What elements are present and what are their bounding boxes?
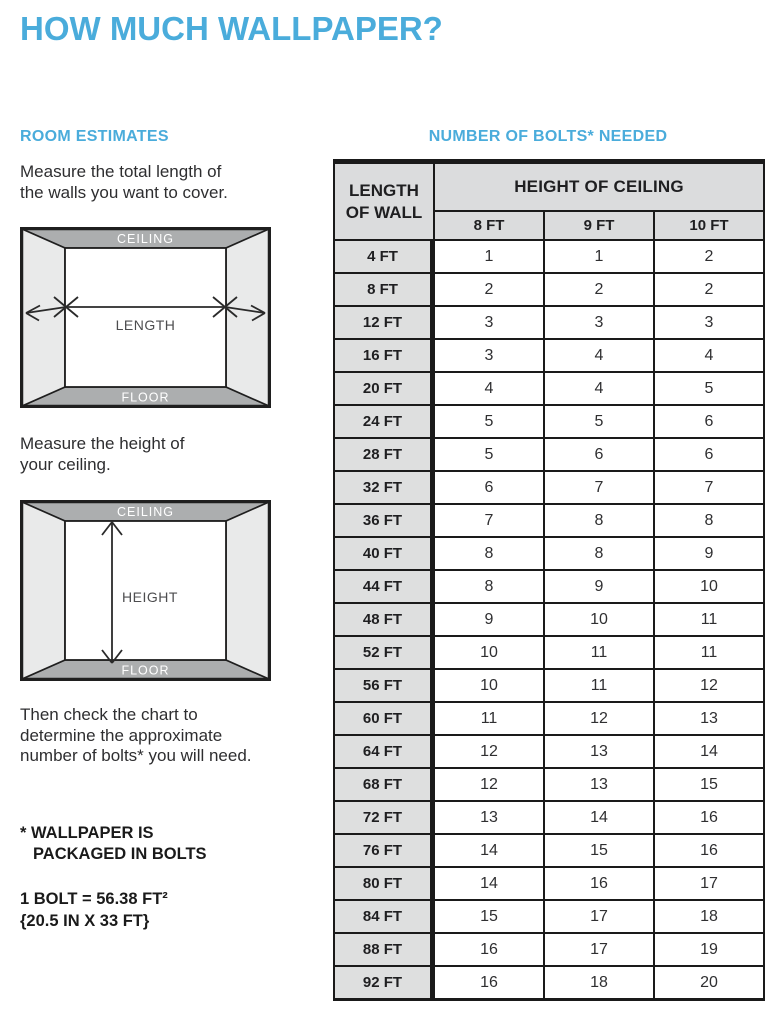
bolts-value-cell: 4 [655,340,765,373]
bolts-value-cell: 15 [545,835,655,868]
bolts-value-cell: 13 [655,703,765,736]
bolts-value-cell: 10 [655,571,765,604]
bolts-value-cell: 5 [545,406,655,439]
table-row [335,670,765,703]
wall-length-cell: 44 FT [335,571,435,604]
room-estimates-section [20,128,320,932]
bolts-value-cell: 2 [655,274,765,307]
wall-length-cell: 28 FT [335,439,435,472]
bolts-value-cell: 11 [545,637,655,670]
bolts-value-cell: 15 [655,769,765,802]
wall-length-cell: 32 FT [335,472,435,505]
bolts-value-cell: 18 [655,901,765,934]
height-of-ceiling-header: HEIGHT OF CEILING [435,164,765,212]
bolts-value-cell: 4 [545,373,655,406]
bolts-value-cell: 9 [655,538,765,571]
table-row [335,868,765,901]
bolts-value-cell: 12 [655,670,765,703]
bolts-value-cell: 17 [545,934,655,967]
bolts-value-cell: 20 [655,967,765,1001]
bolts-value-cell: 4 [545,340,655,373]
length-label: LENGTH [115,317,176,334]
page-title: HOW MUCH WALLPAPER? [20,10,443,47]
measure-height-text: Measure the height of your ceiling. [20,434,185,475]
bolts-value-cell: 16 [655,835,765,868]
table-header-row-1 [335,164,765,212]
bolts-value-cell: 12 [545,703,655,736]
bolts-value-cell: 5 [655,373,765,406]
bolts-value-cell: 5 [435,439,545,472]
bolts-value-cell: 1 [545,241,655,274]
wall-length-cell: 68 FT [335,769,435,802]
bolts-value-cell: 2 [545,274,655,307]
bolts-value-cell: 10 [435,670,545,703]
wall-length-cell: 36 FT [335,505,435,538]
bolts-value-cell: 6 [435,472,545,505]
wall-length-cell: 24 FT [335,406,435,439]
bolts-value-cell: 11 [655,604,765,637]
bolts-value-cell: 16 [435,967,545,1001]
bolts-table [333,159,765,1001]
bolts-table-body [335,241,765,1001]
bolts-value-cell: 1 [435,241,545,274]
wallpaper-bolts-footnote: * WALLPAPER IS PACKAGED IN BOLTS [20,824,207,864]
table-row [335,769,765,802]
bolts-value-cell: 13 [545,736,655,769]
table-row [335,703,765,736]
left-wall [22,502,65,679]
wall-length-cell: 40 FT [335,538,435,571]
bolts-value-cell: 14 [545,802,655,835]
bolts-value-cell: 12 [435,769,545,802]
bolts-value-cell: 3 [655,307,765,340]
wall-length-cell: 4 FT [335,241,435,274]
bolts-value-cell: 13 [435,802,545,835]
table-row [335,637,765,670]
bolts-value-cell: 9 [545,571,655,604]
col-header-10ft: 10 FT [655,212,765,241]
wall-length-cell: 92 FT [335,967,435,1001]
bolts-value-cell: 11 [435,703,545,736]
bolts-value-cell: 14 [435,835,545,868]
wall-length-cell: 56 FT [335,670,435,703]
wall-length-cell: 80 FT [335,868,435,901]
room-estimates-heading: ROOM ESTIMATES [20,128,169,145]
table-row [335,736,765,769]
table-row [335,241,765,274]
bolts-value-cell: 8 [435,538,545,571]
table-row [335,472,765,505]
bolts-value-cell: 2 [435,274,545,307]
bolts-value-cell: 6 [655,439,765,472]
bolts-value-cell: 8 [545,538,655,571]
check-chart-text: Then check the chart to determine the approximate number of bolts* you will need. [20,704,252,766]
wall-length-cell: 16 FT [335,340,435,373]
bolts-value-cell: 7 [545,472,655,505]
table-row [335,835,765,868]
bolt-size-info: 1 BOLT = 56.38 FT² {20.5 IN X 33 FT} [20,890,168,930]
bolts-table-section [333,128,763,1001]
bolts-value-cell: 17 [545,901,655,934]
bolts-value-cell: 13 [545,769,655,802]
ceiling-label: CEILING [116,232,175,247]
right-wall [226,229,269,406]
measure-length-text: Measure the total length of the walls you want to cover. [20,162,228,202]
bolts-value-cell: 3 [435,340,545,373]
bolts-value-cell: 8 [655,505,765,538]
wall-length-cell: 20 FT [335,373,435,406]
wall-length-cell: 88 FT [335,934,435,967]
bolts-value-cell: 6 [545,439,655,472]
wall-length-cell: 60 FT [335,703,435,736]
table-row [335,934,765,967]
table-row [335,901,765,934]
wall-length-cell: 12 FT [335,307,435,340]
bolts-value-cell: 10 [545,604,655,637]
table-row [335,373,765,406]
bolts-needed-heading: NUMBER OF BOLTS* NEEDED [428,128,668,145]
bolts-value-cell: 7 [655,472,765,505]
height-label: HEIGHT [122,588,178,605]
bolts-value-cell: 6 [655,406,765,439]
bolts-value-cell: 5 [435,406,545,439]
table-row [335,340,765,373]
bolts-value-cell: 11 [545,670,655,703]
bolts-value-cell: 14 [435,868,545,901]
bolts-value-cell: 12 [435,736,545,769]
table-row [335,571,765,604]
table-row [335,274,765,307]
ceiling-label: CEILING [116,504,175,519]
table-row [335,802,765,835]
floor-label: FLOOR [121,390,170,405]
length-of-wall-header: LENGTH OF WALL [335,164,435,241]
bolts-value-cell: 8 [545,505,655,538]
bolts-value-cell: 10 [435,637,545,670]
wall-length-cell: 48 FT [335,604,435,637]
height-room-diagram [20,500,271,681]
bolts-value-cell: 8 [435,571,545,604]
bolts-value-cell: 11 [655,637,765,670]
bolts-value-cell: 14 [655,736,765,769]
table-row [335,967,765,1001]
wall-length-cell: 64 FT [335,736,435,769]
bolts-value-cell: 7 [435,505,545,538]
bolts-value-cell: 16 [545,868,655,901]
bolts-value-cell: 16 [655,802,765,835]
bolts-value-cell: 2 [655,241,765,274]
table-row [335,307,765,340]
wall-length-cell: 76 FT [335,835,435,868]
wall-length-cell: 8 FT [335,274,435,307]
col-header-8ft: 8 FT [435,212,545,241]
bolts-value-cell: 19 [655,934,765,967]
length-room-diagram [20,227,271,408]
table-row [335,538,765,571]
bolts-value-cell: 15 [435,901,545,934]
table-row [335,505,765,538]
wall-length-cell: 84 FT [335,901,435,934]
col-header-9ft: 9 FT [545,212,655,241]
bolts-value-cell: 16 [435,934,545,967]
wall-length-cell: 72 FT [335,802,435,835]
table-row [335,406,765,439]
left-wall [22,229,65,406]
bolts-value-cell: 9 [435,604,545,637]
bolts-value-cell: 3 [545,307,655,340]
table-row [335,604,765,637]
floor-label: FLOOR [121,663,170,678]
wall-length-cell: 52 FT [335,637,435,670]
bolts-value-cell: 17 [655,868,765,901]
right-wall [226,502,269,679]
bolts-value-cell: 18 [545,967,655,1001]
bolts-value-cell: 3 [435,307,545,340]
table-row [335,439,765,472]
bolts-value-cell: 4 [435,373,545,406]
